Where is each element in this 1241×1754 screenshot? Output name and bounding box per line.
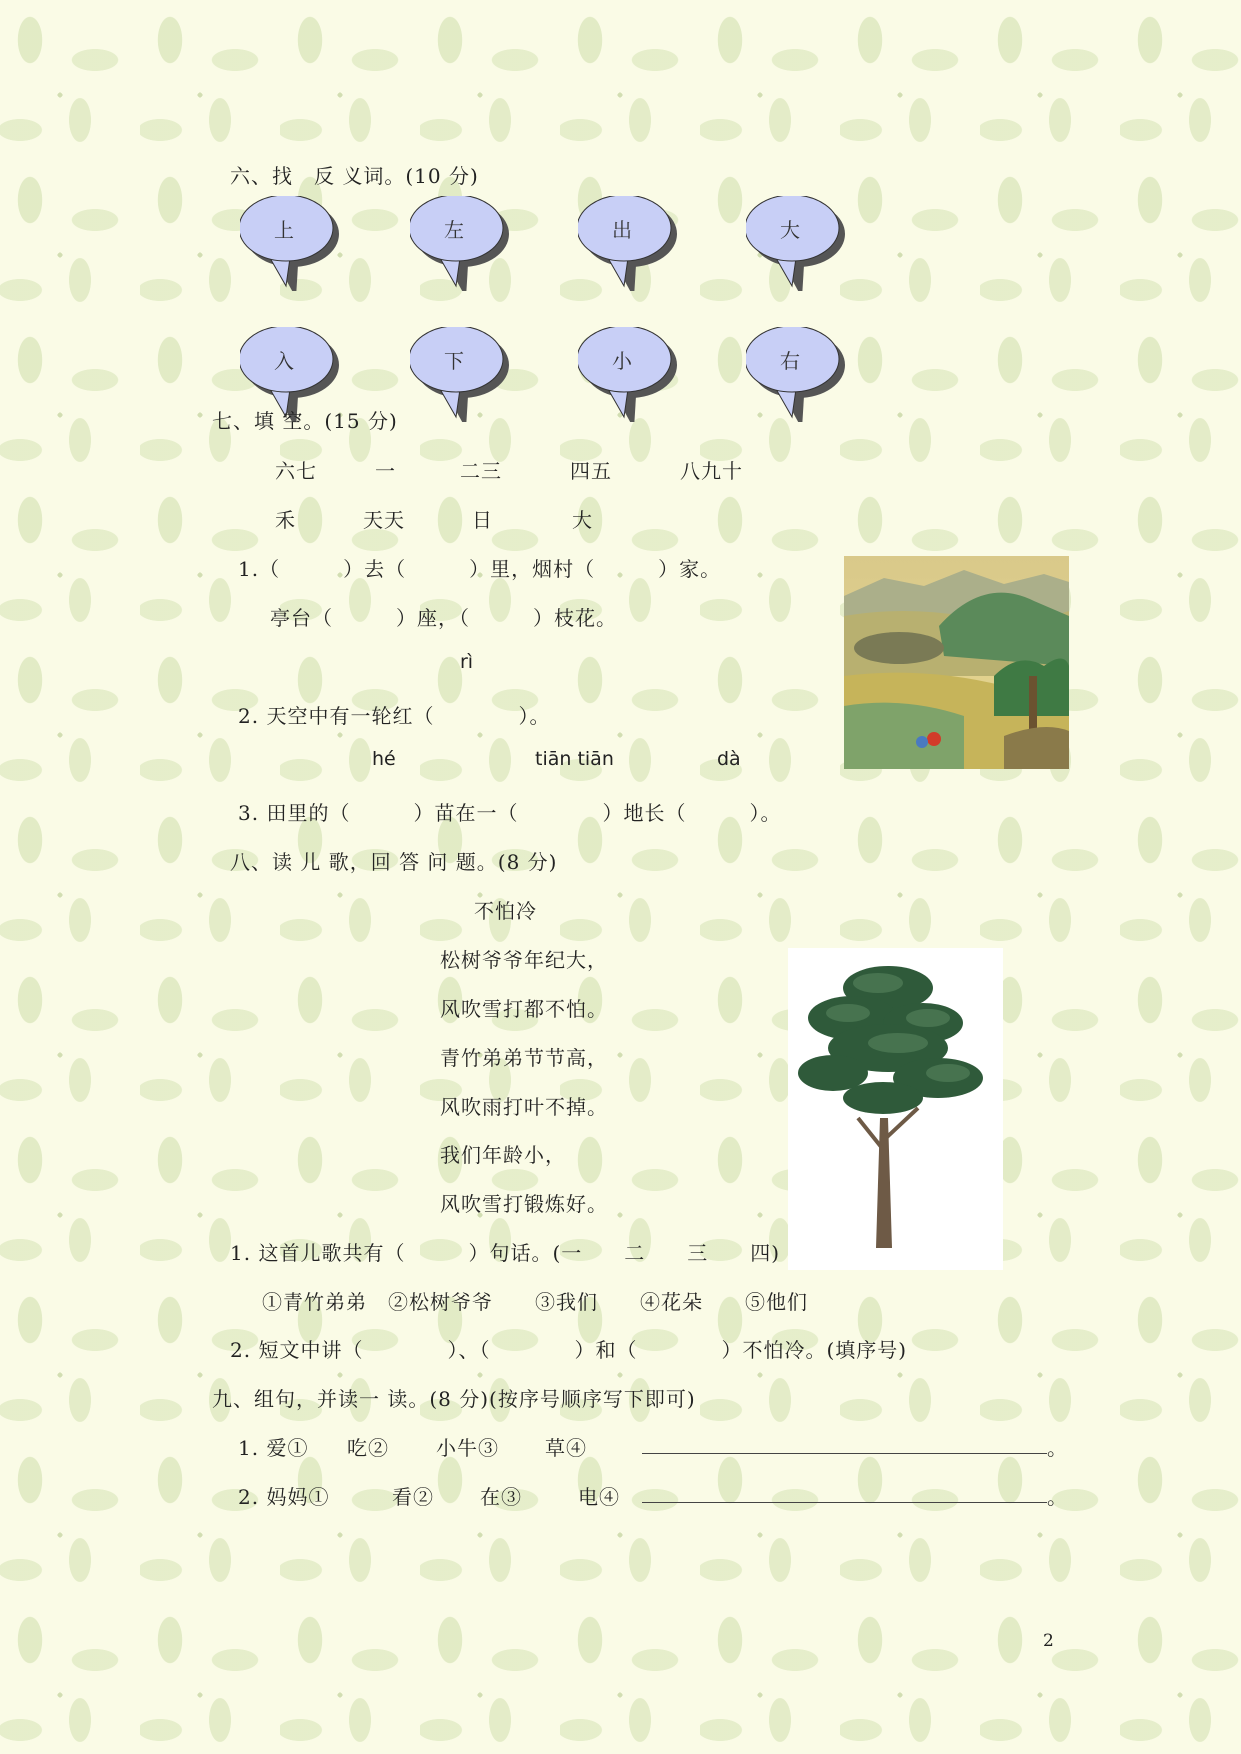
antonym-char: 下 bbox=[444, 349, 464, 373]
section9-title: 九、组句，并读一 读。(8 分)(按序号顺序写下即可) bbox=[212, 1387, 696, 1411]
antonym-bubble bbox=[410, 327, 520, 417]
antonym-bubble bbox=[240, 327, 350, 417]
section8-title: 八、读 儿 歌，回 答 问 题。(8 分) bbox=[230, 850, 558, 874]
poem-line: 松树爷爷年纪大， bbox=[440, 948, 608, 972]
antonym-char: 左 bbox=[444, 218, 464, 242]
antonym-bubble bbox=[746, 327, 856, 417]
poem-title: 不怕冷 bbox=[474, 899, 537, 923]
end-mark: 。 bbox=[1047, 1436, 1068, 1460]
poem-line: 我们年龄小， bbox=[440, 1143, 566, 1167]
section6-title: 六、找 反 义词。(10 分) bbox=[230, 164, 479, 188]
poem-line: 青竹弟弟节节高， bbox=[440, 1046, 608, 1070]
sentence-q2-word: 电④ bbox=[578, 1485, 620, 1509]
poem-line: 风吹雨打叶不掉。 bbox=[440, 1095, 608, 1119]
read-options: ①青竹弟弟 ②松树爷爷 ③我们 ④花朵 ⑤他们 bbox=[262, 1290, 808, 1314]
antonym-bubble bbox=[578, 196, 688, 286]
answer-line-2[interactable] bbox=[642, 1502, 1047, 1503]
antonym-char: 出 bbox=[612, 218, 632, 242]
word-bank-9: 大 bbox=[572, 508, 593, 532]
antonym-bubble bbox=[410, 196, 520, 286]
word-bank-2: 一 bbox=[375, 459, 396, 483]
answer-line-1[interactable] bbox=[642, 1453, 1047, 1454]
sentence-q1-word: 小牛③ bbox=[436, 1436, 499, 1460]
page-number: 2 bbox=[1043, 1631, 1054, 1651]
read-q2: 2. 短文中讲（ ）、（ ）和（ ）不怕冷。(填序号) bbox=[230, 1338, 908, 1362]
pinyin-he: hé bbox=[372, 748, 396, 770]
word-bank-6: 禾 bbox=[275, 508, 296, 532]
pine-tree-image bbox=[788, 948, 1003, 1270]
sentence-q1-word: 草④ bbox=[545, 1436, 587, 1460]
word-bank-5: 八九十 bbox=[680, 459, 743, 483]
sentence-q2-word: 2. 妈妈① bbox=[238, 1485, 330, 1509]
word-bank-1: 六七 bbox=[275, 459, 317, 483]
section7-title: 七、填 空。(15 分) bbox=[212, 409, 398, 433]
sentence-q1-word: 吃② bbox=[347, 1436, 389, 1460]
antonym-bubble bbox=[578, 327, 688, 417]
antonym-char: 小 bbox=[612, 349, 632, 373]
antonym-char: 上 bbox=[274, 218, 294, 242]
fill-q1-line1: 1.（ ）去（ ）里，烟村（ ）家。 bbox=[238, 557, 722, 581]
sentence-q1-word: 1. 爱① bbox=[238, 1436, 309, 1460]
read-q1: 1. 这首儿歌共有（ ）句话。(一 二 三 四) bbox=[230, 1241, 781, 1265]
fill-q1-line2: 亭台（ ）座，（ ）枝花。 bbox=[270, 606, 617, 630]
fill-q2: 2. 天空中有一轮红（ ）。 bbox=[238, 704, 551, 728]
antonym-char: 入 bbox=[274, 349, 294, 373]
pinyin-ri: rì bbox=[460, 651, 474, 673]
word-bank-7: 天天 bbox=[363, 508, 405, 532]
sentence-q2-word: 看② bbox=[392, 1485, 434, 1509]
poem-line: 风吹雪打都不怕。 bbox=[440, 997, 608, 1021]
end-mark: 。 bbox=[1047, 1485, 1068, 1509]
fill-q3: 3. 田里的（ ）苗在一（ ）地长（ ）。 bbox=[238, 801, 782, 825]
landscape-image bbox=[844, 556, 1069, 769]
pinyin-tiantian: tiān tiān bbox=[535, 748, 614, 770]
antonym-bubble bbox=[746, 196, 856, 286]
word-bank-8: 日 bbox=[472, 508, 493, 532]
antonym-char: 大 bbox=[780, 218, 800, 242]
antonym-char: 右 bbox=[780, 349, 800, 373]
pinyin-da: dà bbox=[717, 748, 741, 770]
word-bank-3: 二三 bbox=[460, 459, 502, 483]
poem-line: 风吹雪打锻炼好。 bbox=[440, 1192, 608, 1216]
word-bank-4: 四五 bbox=[570, 459, 612, 483]
antonym-bubble bbox=[240, 196, 350, 286]
sentence-q2-word: 在③ bbox=[480, 1485, 522, 1509]
